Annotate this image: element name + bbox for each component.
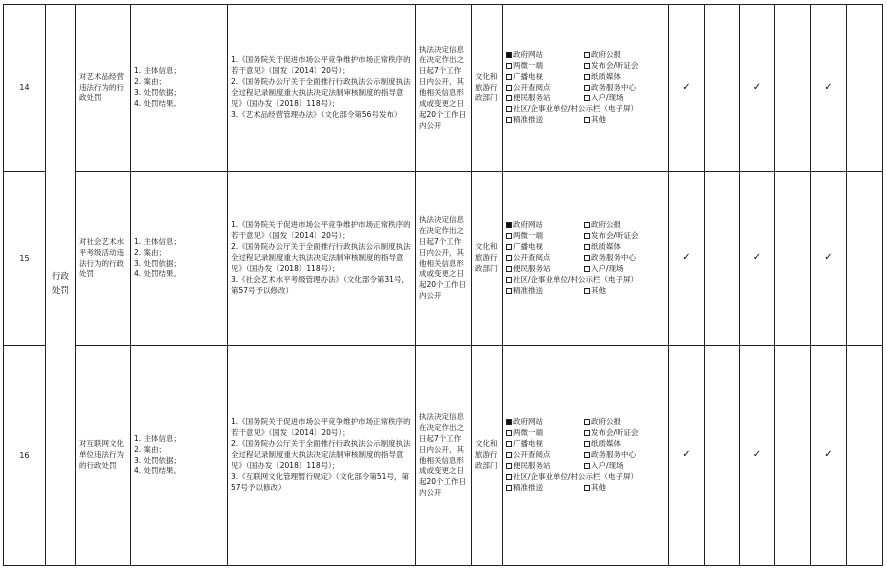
channel-option <box>506 264 584 275</box>
channel-label: 精准推送 <box>513 482 543 492</box>
content-item: 2. 案由； <box>134 247 167 257</box>
tick-cell <box>740 346 775 566</box>
channel-option <box>584 483 665 494</box>
checkbox-icon <box>506 452 512 458</box>
check-mark-icon: ✓ <box>682 449 691 461</box>
channel-option <box>506 483 584 494</box>
channel-label: 入户/现场 <box>591 263 624 273</box>
channel-label: 纸质媒体 <box>591 71 621 81</box>
checkbox-icon <box>584 255 590 261</box>
disclosure-timing: 执法决定信息在决定作出之日起7个工作日内公开，其他相关信息形成或变更之日起20个工作日内公开 <box>416 346 472 566</box>
channel-cell <box>503 346 669 566</box>
checkbox-icon <box>584 233 590 239</box>
tick-cell <box>669 5 705 172</box>
channel-option <box>506 50 584 61</box>
category-cell <box>46 5 76 566</box>
channel-label: 精准推送 <box>513 115 543 125</box>
channel-list <box>503 417 668 493</box>
channel-label: 政府网站 <box>513 220 543 230</box>
channel-option <box>584 428 665 439</box>
channel-label: 两微一端 <box>513 231 543 241</box>
checkbox-icon <box>584 85 590 91</box>
channel-option <box>506 72 584 83</box>
checkbox-icon <box>506 255 512 261</box>
disclosure-subject: 文化和旅游行政部门 <box>472 172 503 346</box>
content-item: 2. 案由； <box>134 444 167 454</box>
table-row <box>4 5 883 172</box>
tick-cell <box>847 172 883 346</box>
checkbox-icon <box>584 485 590 491</box>
channel-label: 入户/现场 <box>591 93 624 103</box>
checkbox-icon <box>584 222 590 228</box>
tick-cell <box>775 346 811 566</box>
checkbox-icon <box>506 277 512 283</box>
channel-option <box>506 61 584 72</box>
channel-option <box>584 50 665 61</box>
channel-option <box>584 61 665 72</box>
row-number: 15 <box>4 172 46 346</box>
checkbox-icon <box>506 233 512 239</box>
content-item: 1. 主体信息； <box>134 236 182 246</box>
tick-cell <box>705 5 740 172</box>
row-number: 16 <box>4 346 46 566</box>
content-item: 4. 处罚结果。 <box>134 98 182 108</box>
channel-option <box>506 115 584 126</box>
checkbox-icon <box>584 74 590 80</box>
channel-label: 两微一端 <box>513 428 543 438</box>
channel-label: 两微一端 <box>513 60 543 70</box>
check-mark-icon: ✓ <box>752 81 762 93</box>
channel-option <box>584 72 665 83</box>
channel-label: 政府公报 <box>591 417 621 427</box>
tick-cell <box>669 346 705 566</box>
tick-cell <box>811 5 847 172</box>
channel-option <box>506 428 584 439</box>
channel-option <box>584 83 665 94</box>
channel-option <box>584 417 665 428</box>
check-mark-icon: ✓ <box>824 252 833 264</box>
checkbox-icon <box>506 463 512 469</box>
tick-cell <box>740 172 775 346</box>
channel-label: 政府公报 <box>591 49 621 59</box>
channel-option <box>584 242 665 253</box>
channel-option <box>506 275 665 286</box>
channel-label: 政务服务中心 <box>591 253 636 263</box>
disclosure-timing: 执法决定信息在决定作出之日起7个工作日内公开，其他相关信息形成或变更之日起20个工作日内公开 <box>416 172 472 346</box>
channel-label: 广播电视 <box>513 71 543 81</box>
tick-cell <box>775 172 811 346</box>
content-item: 4. 处罚结果。 <box>134 269 182 279</box>
channel-label: 公开查阅点 <box>513 450 551 460</box>
channel-option <box>584 231 665 242</box>
content-item: 4. 处罚结果。 <box>134 466 182 476</box>
tick-cell <box>811 172 847 346</box>
channel-option <box>584 115 665 126</box>
channel-label: 发布会/听证会 <box>591 60 639 70</box>
channel-label: 社区/企事业单位/村公示栏（电子屏） <box>513 274 639 284</box>
channel-label: 精准推送 <box>513 285 543 295</box>
channel-option <box>506 461 584 472</box>
tick-cell <box>847 5 883 172</box>
channel-label: 便民服务站 <box>513 263 551 273</box>
channel-label: 发布会/听证会 <box>591 428 639 438</box>
channel-option <box>584 93 665 104</box>
checkbox-icon <box>506 474 512 480</box>
checkbox-icon <box>506 441 512 447</box>
channel-option <box>506 439 584 450</box>
legal-basis: 1.《国务院关于促进市场公平竞争维护市场正常秩序的若干意见》（国发〔2014〕20号）； 2.《国务院办公厅关于全面推行行政执法公示制度执法全过程记录制度重大执法决定法制审核制度的指导意见》（国办发〔2018〕118号）； 3.《艺术品经营管理办法》（文化部令第56号发布） <box>228 5 416 172</box>
content-item: 3. 处罚依据； <box>134 455 182 465</box>
channel-label: 便民服务站 <box>513 93 551 103</box>
channel-label: 社区/企事业单位/村公示栏（电子屏） <box>513 104 639 114</box>
channel-option <box>506 93 584 104</box>
checkbox-icon <box>506 244 512 250</box>
checked-box-icon <box>506 419 512 425</box>
content-list <box>131 346 228 566</box>
channel-label: 入户/现场 <box>591 460 624 470</box>
checkbox-icon <box>506 117 512 123</box>
table-row <box>4 172 883 346</box>
channel-option <box>584 264 665 275</box>
channel-option <box>506 220 584 231</box>
channel-option <box>506 472 665 483</box>
check-mark-icon: ✓ <box>682 81 691 93</box>
channel-label: 政务服务中心 <box>591 450 636 460</box>
content-list <box>131 5 228 172</box>
content-item: 3. 处罚依据； <box>134 258 182 268</box>
tick-cell <box>775 5 811 172</box>
checkbox-icon <box>506 106 512 112</box>
channel-label: 公开查阅点 <box>513 253 551 263</box>
channel-option <box>584 220 665 231</box>
channel-label: 社区/企事业单位/村公示栏（电子屏） <box>513 471 639 481</box>
legal-basis: 1.《国务院关于促进市场公平竞争维护市场正常秩序的若干意见》（国发〔2014〕20号）； 2.《国务院办公厅关于全面推行行政执法公示制度执法全过程记录制度重大执法决定法制审核制度的指导意见》（国办发〔2018〕118号）； 3.《互联网文化管理暂行规定》（文化部令第51号，第57号予以修改） <box>228 346 416 566</box>
channel-option <box>506 83 584 94</box>
channel-label: 便民服务站 <box>513 460 551 470</box>
checkbox-icon <box>584 463 590 469</box>
checkbox-icon <box>506 85 512 91</box>
channel-cell <box>503 172 669 346</box>
channel-cell <box>503 5 669 172</box>
channel-label: 其他 <box>591 115 606 125</box>
disclosure-timing: 执法决定信息在决定作出之日起7个工作日内公开，其他相关信息形成或变更之日起20个工作日内公开 <box>416 5 472 172</box>
tick-cell <box>669 172 705 346</box>
channel-option <box>506 286 584 297</box>
row-number: 14 <box>4 5 46 172</box>
check-mark-icon: ✓ <box>682 252 691 264</box>
channel-option <box>506 253 584 264</box>
content-item: 1. 主体信息； <box>134 66 182 76</box>
checkbox-icon <box>584 244 590 250</box>
checkbox-icon <box>584 63 590 69</box>
checkbox-icon <box>506 430 512 436</box>
content-item: 1. 主体信息； <box>134 433 182 443</box>
channel-label: 其他 <box>591 482 606 492</box>
checkbox-icon <box>506 266 512 272</box>
channel-option <box>584 286 665 297</box>
channel-label: 政府公报 <box>591 220 621 230</box>
table-row <box>4 346 883 566</box>
channel-label: 广播电视 <box>513 242 543 252</box>
checkbox-icon <box>506 95 512 101</box>
content-item: 3. 处罚依据； <box>134 88 182 97</box>
disclosure-table <box>3 4 883 566</box>
channel-list <box>503 220 668 296</box>
channel-label: 纸质媒体 <box>591 242 621 252</box>
legal-basis: 1.《国务院关于促进市场公平竞争维护市场正常秩序的若干意见》（国发〔2014〕20号）； 2.《国务院办公厅关于全面推行行政执法公示制度执法全过程记录制度重大执法决定法制审核制度的指导意见》（国办发〔2018〕118号）； 3.《社会艺术水平考级管理办法》（文化部令第31号，第57号予以修改） <box>228 172 416 346</box>
category-label: 行政处罚 <box>51 272 69 296</box>
checkbox-icon <box>584 266 590 272</box>
check-mark-icon: ✓ <box>824 449 833 461</box>
disclosure-subject: 文化和旅游行政部门 <box>472 346 503 566</box>
channel-option <box>584 461 665 472</box>
channel-option <box>506 104 665 115</box>
checkbox-icon <box>584 95 590 101</box>
checkbox-icon <box>584 419 590 425</box>
checkbox-icon <box>584 288 590 294</box>
item-name: 对社会艺术水平考级活动违法行为的行政处罚 <box>76 172 131 346</box>
checked-box-icon <box>506 52 512 58</box>
channel-option <box>584 439 665 450</box>
channel-label: 政务服务中心 <box>591 82 636 92</box>
channel-option <box>506 417 584 428</box>
tick-cell <box>705 172 740 346</box>
channel-label: 广播电视 <box>513 439 543 449</box>
item-name: 对艺术品经营违法行为的行政处罚 <box>76 5 131 172</box>
channel-option <box>584 450 665 461</box>
checkbox-icon <box>506 485 512 491</box>
checked-box-icon <box>506 222 512 228</box>
tick-cell <box>705 346 740 566</box>
channel-option <box>506 242 584 253</box>
check-mark-icon: ✓ <box>752 252 762 264</box>
checkbox-icon <box>506 63 512 69</box>
checkbox-icon <box>584 430 590 436</box>
disclosure-subject: 文化和旅游行政部门 <box>472 5 503 172</box>
checkbox-icon <box>506 74 512 80</box>
check-mark-icon: ✓ <box>824 81 833 93</box>
checkbox-icon <box>584 452 590 458</box>
item-name: 对互联网文化单位违法行为的行政处罚 <box>76 346 131 566</box>
tick-cell <box>811 346 847 566</box>
checkbox-icon <box>584 52 590 58</box>
channel-option <box>584 253 665 264</box>
content-item: 2. 案由； <box>134 77 167 87</box>
channel-label: 纸质媒体 <box>591 439 621 449</box>
channel-label: 政府网站 <box>513 49 543 59</box>
checkbox-icon <box>584 441 590 447</box>
channel-option <box>506 231 584 242</box>
channel-label: 政府网站 <box>513 417 543 427</box>
tick-cell <box>847 346 883 566</box>
channel-list <box>503 50 668 126</box>
channel-label: 发布会/听证会 <box>591 231 639 241</box>
channel-label: 其他 <box>591 285 606 295</box>
channel-label: 公开查阅点 <box>513 82 551 92</box>
checkbox-icon <box>506 288 512 294</box>
checkbox-icon <box>584 117 590 123</box>
tick-cell <box>740 5 775 172</box>
channel-option <box>506 450 584 461</box>
check-mark-icon: ✓ <box>752 449 762 461</box>
content-list <box>131 172 228 346</box>
